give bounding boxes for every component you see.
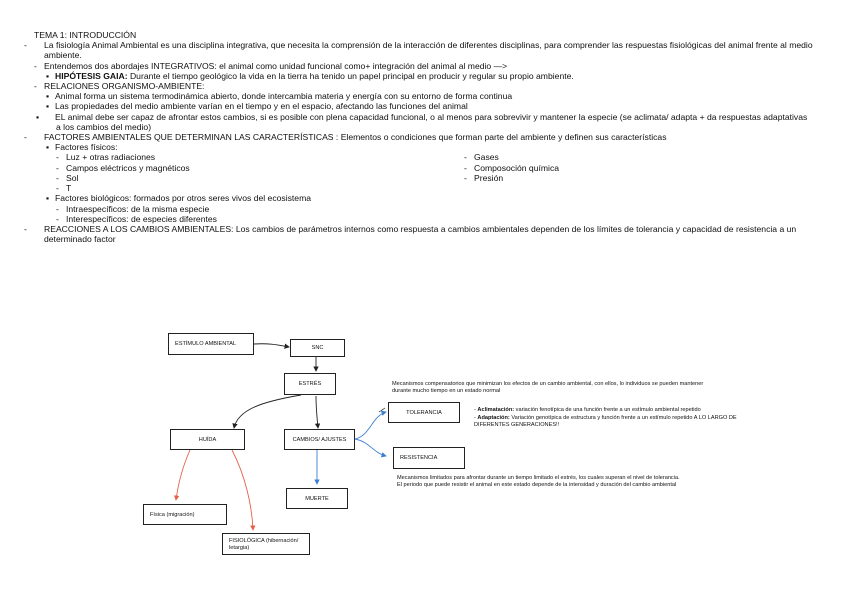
list-item: - Composoción química	[464, 162, 560, 173]
relaciones-item: ▪ Animal forma un sistema termodinámica abierto, donde intercambia materia y energía con su entorno de forma continua	[46, 91, 513, 102]
notes-title: TEMA 1: INTRODUCCIÓN	[34, 30, 137, 40]
list-item: - Gases	[464, 152, 499, 163]
paragraph-fisiologia: - La fisiología Animal Ambiental es una disciplina integrativa, que necesita la comprensión de la interacción de diferentes disciplinas, para comprender las respuestas fisiológicas del animal frente al medio ambiente.	[24, 40, 813, 61]
arrow-cambios-resistencia	[355, 439, 386, 456]
note-tolerancia: Mecanismos compensatorios que minimizan los efectos de un cambio ambiental, con ellos, lo individuos se pueden mantener durante mucho tiempo en un estado normal	[392, 381, 704, 395]
box-tolerancia: TOLERANCIA	[388, 402, 460, 423]
paragraph-factores: - FACTORES AMBIENTALES QUE DETERMINAN LAS CARACTERÍSTICAS : Elementos o condiciones que forman parte del ambiente y definen sus características	[24, 132, 667, 143]
arrow-estres-huida	[234, 395, 301, 428]
note-resistencia: Mecanismos limitados para afrontar durante un tiempo limitado el estrés, los cuales superan el nivel de tolerancia. El periodo que puede resistir el animal en este estado depende de la intensidad y duración del cambio ambiental	[397, 475, 680, 489]
box-fisiologica: FISIOLÓGICA (hibernación/ letargia)	[222, 533, 310, 555]
list-item: - Interespecíficos: de especies diferentes	[56, 213, 217, 224]
arrow-estres-cambios	[316, 396, 318, 428]
list-item: - Campos eléctricos y magnéticos	[56, 162, 190, 173]
box-fisica: Física (migración)	[143, 504, 227, 525]
list-item: - Sol	[56, 172, 79, 183]
list-item: - Luz + otras radiaciones	[56, 152, 156, 163]
paragraph-relaciones: - RELACIONES ORGANISMO-AMBIENTE:	[34, 81, 205, 92]
box-snc: SNC	[290, 339, 345, 357]
note-adaptacion: - Adaptación: Variación genotípica de estructura y función frente a un estímulo repetido A LO LARGO DE DIFERENTES GENERACIONES!!	[474, 415, 737, 429]
arrow-cambios-tolerancia	[355, 412, 386, 439]
factores-fisicos-label: ▪ Factores físicos:	[46, 142, 118, 153]
arrow-huida-fisiologica	[232, 450, 253, 530]
gaia-item: ▪ HIPÓTESIS GAIA: Durante el tiempo geológico la vida en la tierra ha tenido un papel principal en producir y regular su propio ambiente.	[46, 70, 574, 81]
list-item: - T	[56, 183, 72, 194]
box-huida: HUÍDA	[170, 429, 245, 450]
list-item: - Intraespecíficos: de la misma especie	[56, 203, 210, 214]
relaciones-item: ▪ EL animal debe ser capaz de afrontar estos cambios, si es posible con plena capacidad funcional, o al menos para sobrevivir y mantener la especie (se aclimata/ adapta + da respuestas adaptativas a los cambios del medio)	[36, 111, 808, 132]
box-estres: ESTRÉS	[284, 373, 336, 395]
arrow-huida-fisica	[176, 450, 190, 500]
box-estimulo-ambiental: ESTÍMULO AMBIENTAL	[168, 333, 254, 355]
box-resistencia: RESISTENCIA	[393, 447, 465, 469]
paragraph-reacciones: - REACCIONES A LOS CAMBIOS AMBIENTALES: Los cambios de parámetros internos como respuesta a cambios ambientales dependen de los límites de tolerancia y capacidad de resistencia a un determinado factor	[24, 224, 797, 245]
note-aclimatacion: - Aclimatación: variación fenotípica de una función frente a un estímulo ambiental repetido	[474, 407, 701, 413]
list-item: - Presión	[464, 172, 504, 183]
arrow-estimulo-snc	[254, 344, 289, 347]
box-muerte: MUERTE	[286, 488, 348, 509]
relaciones-item: ▪ Las propiedades del medio ambiente varían en el tiempo y en el espacio, afectando las funciones del animal	[46, 101, 468, 112]
box-cambios-ajustes: CAMBIOS/ AJUSTES	[284, 429, 355, 450]
paragraph-abordajes: - Entendemos dos abordajes INTEGRATIVOS: el animal como unidad funcional como+ integración del animal al medio —>	[34, 60, 508, 71]
factores-biologicos-label: ▪ Factores biológicos: formados por otros seres vivos del ecosistema	[46, 193, 312, 204]
